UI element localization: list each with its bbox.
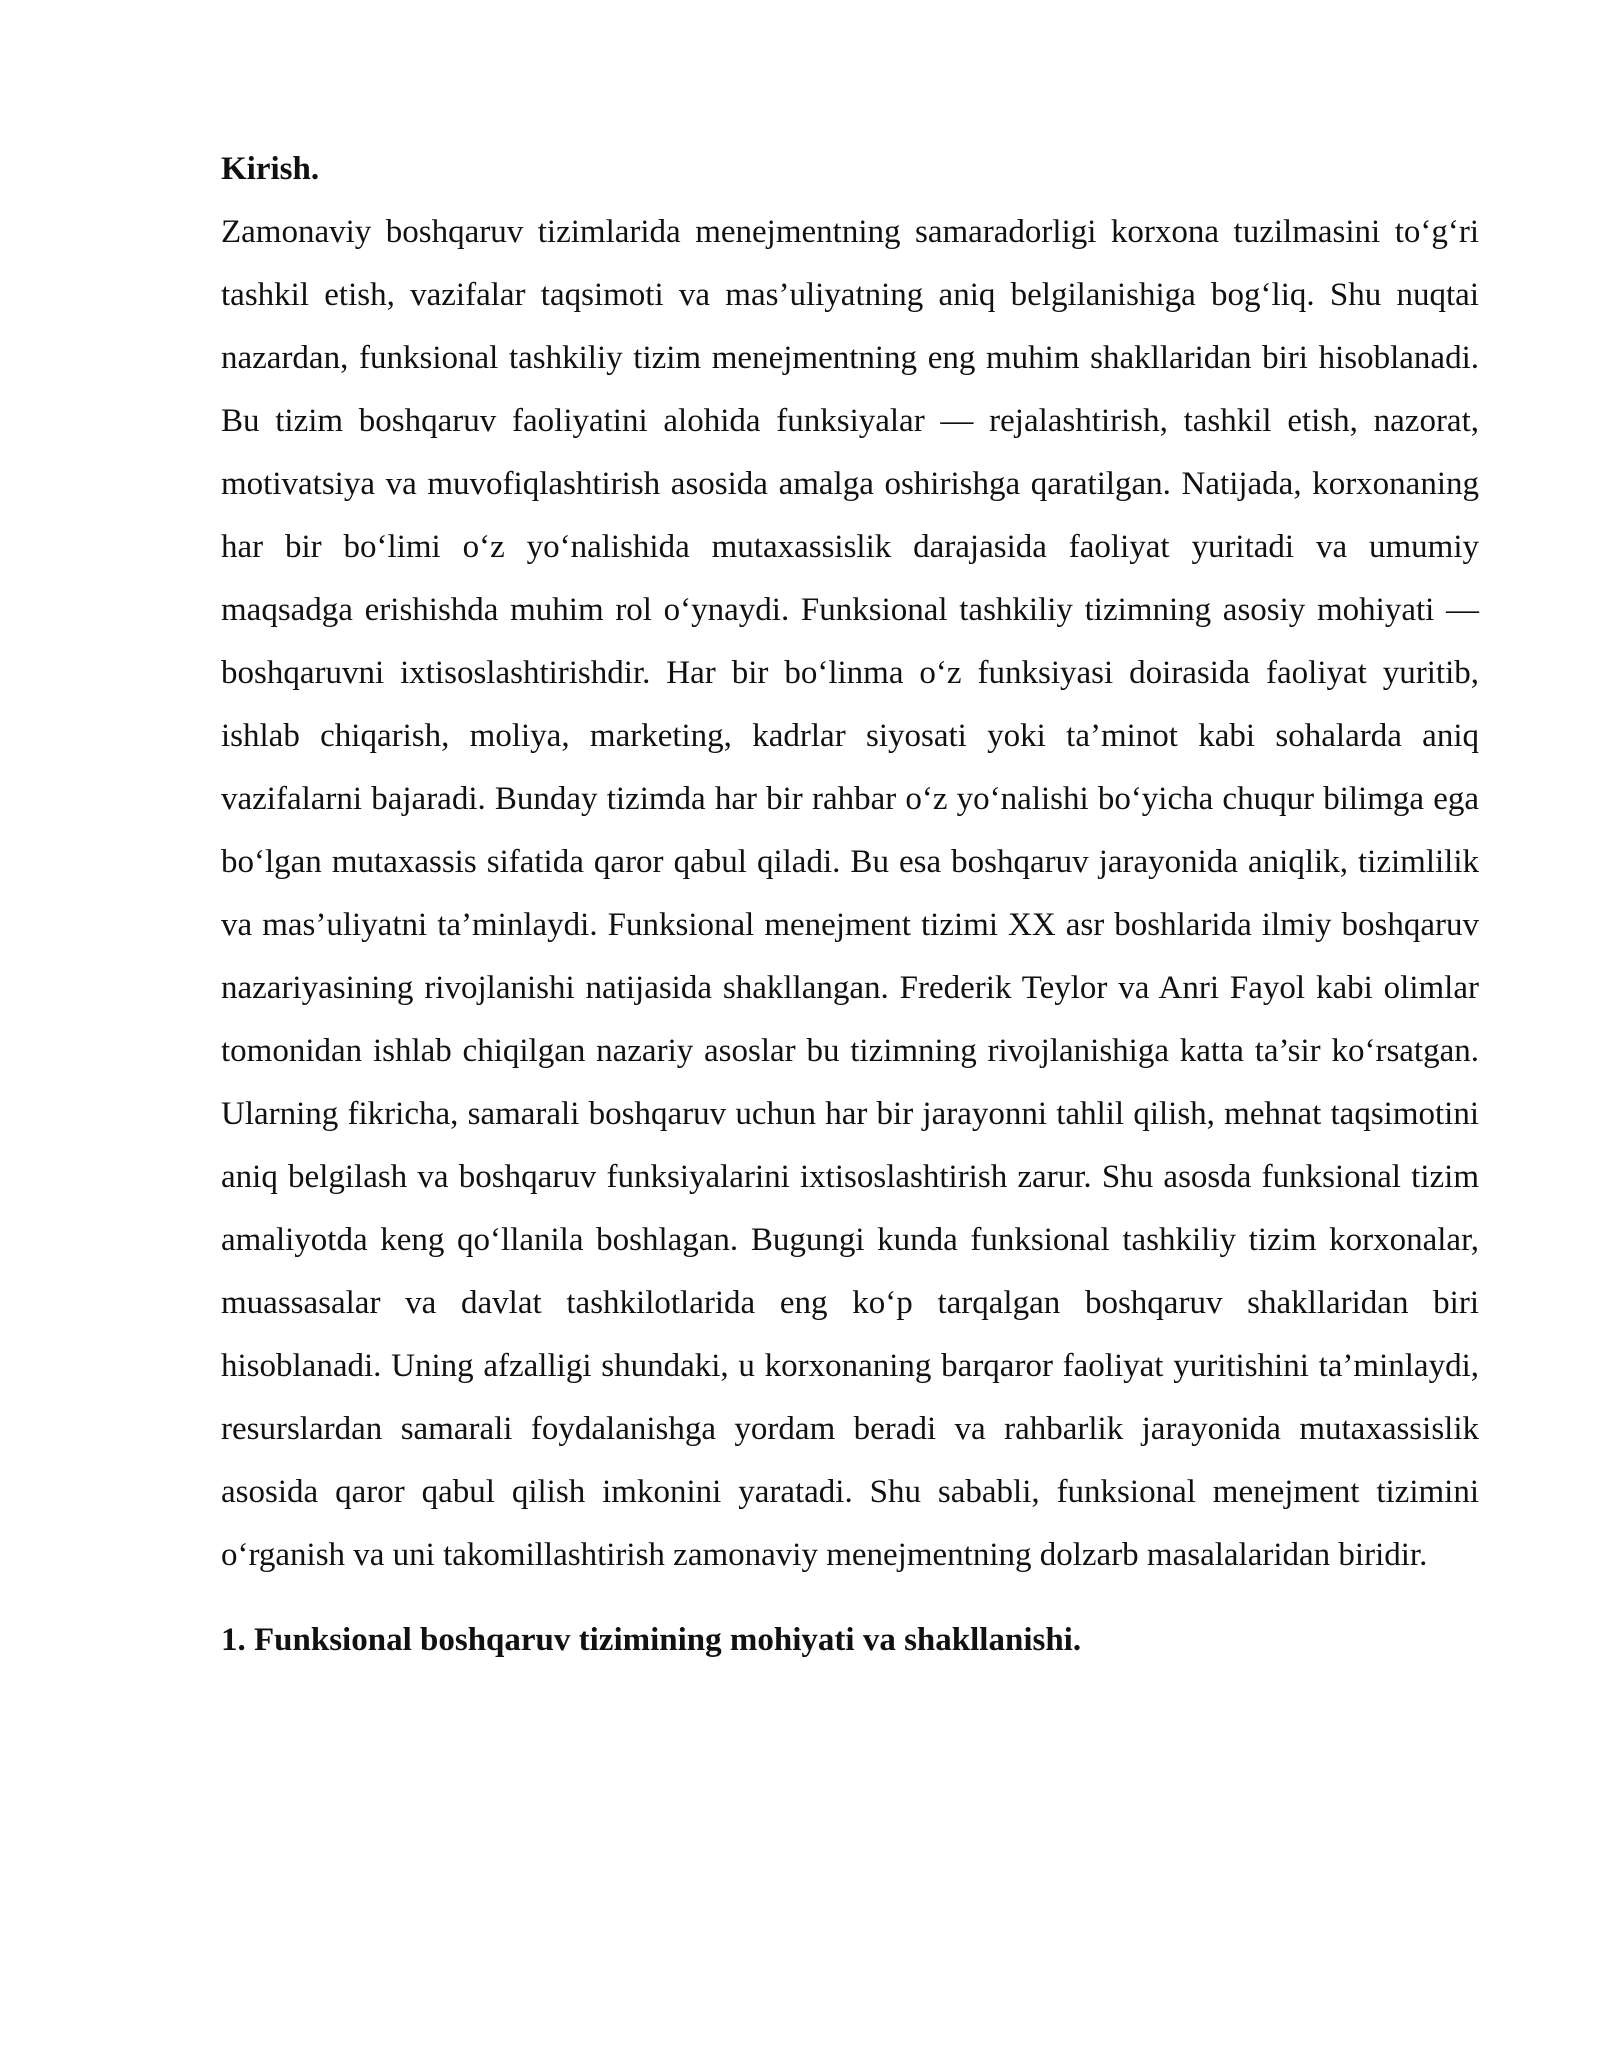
intro-paragraph: Zamonaviy boshqaruv tizimlarida menejmentning samaradorligi korxona tuzilmasini to‘g‘ri tashkil etish, vazifalar taqsimoti va mas’uliyatning aniq belgilanishiga bog‘liq. Shu nuqtai nazardan, funksional tashkiliy tizim menejmentning eng muhim shakllaridan biri hisoblanadi. Bu tizim boshqaruv faoliyatini alohida funksiyalar — rejalashtirish, tashkil etish, nazorat, motivatsiya va muvofiqlashtirish asosida amalga oshirishga qaratilgan. Natijada, korxonaning har bir bo‘limi o‘z yo‘nalishida mutaxassislik darajasida faoliyat yuritadi va umumiy maqsadga erishishda muhim rol o‘ynaydi. Funksional tashkiliy tizimning asosiy mohiyati — boshqaruvni ixtisoslashtirishdir. Har bir bo‘linma o‘z funksiyasi doirasida faoliyat yuritib, ishlab chiqarish, moliya, marketing, kadrlar siyosati yoki ta’minot kabi sohalarda aniq vazifalarni bajaradi. Bunday tizimda har bir rahbar o‘z yo‘nalishi bo‘yicha chuqur bilimga ega bo‘lgan mutaxassis sifatida qaror qabul qiladi. Bu esa boshqaruv jarayonida aniqlik, tizimlilik va mas’uliyatni ta’minlaydi. Funksional menejment tizimi XX asr boshlarida ilmiy boshqaruv nazariyasining rivojlanishi natijasida shakllangan. Frederik Teylor va Anri Fayol kabi olimlar tomonidan ishlab chiqilgan nazariy asoslar bu tizimning rivojlanishiga katta ta’sir ko‘rsatgan. Ularning fikricha, samarali boshqaruv uchun har bir jarayonni tahlil qilish, mehnat taqsimotini aniq belgilash va boshqaruv funksiyalarini ixtisoslashtirish zarur. Shu asosda funksional tizim amaliyotda keng qo‘llanila boshlagan. Bugungi kunda funksional tashkiliy tizim korxonalar, muassasalar va davlat tashkilotlarida eng ko‘p tarqalgan boshqaruv shakllaridan biri hisoblanadi. Uning afzalligi shundaki, u korxonaning barqaror faoliyat yuritishini ta’minlaydi, resurslardan samarali foydalanishga yordam beradi va rahbarlik jarayonida mutaxassislik asosida qaror qabul qilish imkonini yaratadi. Shu sababli, funksional menejment tizimini o‘rganish va uni takomillashtirish zamonaviy menejmentning dolzarb masalalaridan biridir. (221, 214, 1479, 1573)
intro-heading: Kirish. (221, 151, 320, 187)
document-content (221, 138, 1479, 1672)
section-1-heading: 1. Funksional boshqaruv tizimining mohiyati va shakllanishi. (221, 1622, 1082, 1658)
